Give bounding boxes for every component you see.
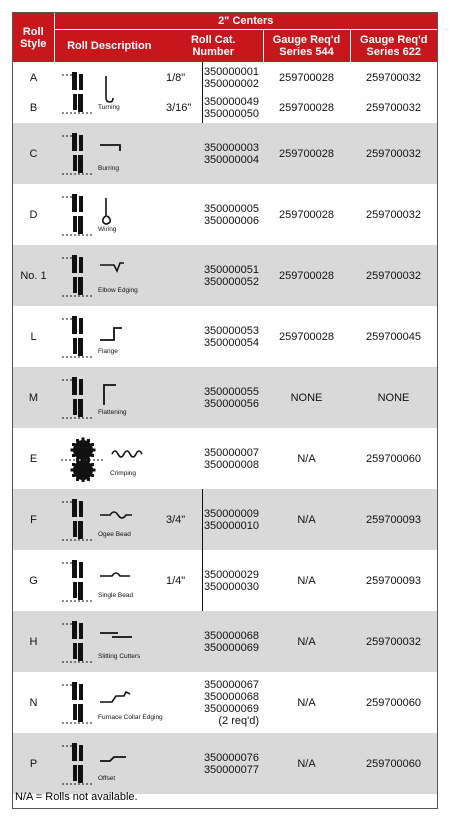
- gauge-544: N/A: [297, 696, 316, 709]
- footnote: N/A = Rolls not available.: [15, 791, 138, 803]
- ogee-bead-profile-icon: [98, 501, 134, 531]
- cat-number: (2 req'd): [218, 714, 259, 727]
- roll-cat-numbers: [202, 93, 263, 123]
- roll-pair-icon: [60, 741, 94, 787]
- profile-label: Turning: [98, 104, 120, 111]
- furnace-collar-profile-icon: [98, 684, 134, 714]
- crimping-profile-icon: [110, 440, 146, 470]
- roll-cat-numbers: [202, 611, 263, 672]
- cat-number: 350000005: [203, 202, 259, 215]
- table-row: [13, 123, 437, 184]
- roll-cat-numbers: [202, 733, 263, 794]
- roll-size: 3/4": [164, 489, 202, 550]
- cat-number: 350000001: [203, 65, 259, 78]
- roll-pair-icon: [60, 314, 94, 360]
- roll-description: [54, 367, 164, 428]
- profile-label: Burring: [98, 165, 119, 172]
- roll-cat-numbers: [202, 428, 263, 489]
- roll-size: [164, 428, 202, 489]
- gauge-622: 259700032: [365, 102, 422, 114]
- roll-pair-icon: [60, 619, 94, 665]
- roll-cat-numbers: [202, 184, 263, 245]
- gauge-622: 259700060: [350, 733, 437, 794]
- roll-style: C: [13, 123, 54, 184]
- roll-cat-numbers: [202, 367, 263, 428]
- header-gauge-544: Gauge Req'd Series 544: [263, 30, 350, 63]
- cat-number: 350000069: [203, 702, 259, 715]
- profile-label: Furnace Collar Edging: [98, 714, 163, 721]
- profile-label: Wiring: [98, 226, 117, 233]
- header-roll-style: Roll Style: [13, 13, 54, 62]
- table-row: [13, 489, 437, 550]
- roll-size: [164, 123, 202, 184]
- wiring-profile-icon: [98, 196, 134, 226]
- cat-number: 350000053: [203, 324, 259, 337]
- cat-number: 350000003: [203, 141, 259, 154]
- roll-size: [164, 306, 202, 367]
- roll-cat-numbers: [202, 62, 263, 93]
- roll-size: [164, 245, 202, 306]
- roll-style: L: [30, 330, 37, 343]
- roll-description: [54, 611, 164, 672]
- cat-number: 350000010: [203, 519, 259, 532]
- profile-label: Ogee Bead: [98, 531, 131, 538]
- profile-label: Crimping: [110, 470, 137, 477]
- roll-style: H: [13, 611, 54, 672]
- roll-size: [164, 733, 202, 794]
- roll-cat-numbers: [202, 672, 263, 733]
- gauge-544: 259700028: [278, 330, 335, 343]
- roll-description: [54, 428, 164, 489]
- roll-style: M: [13, 367, 54, 428]
- cat-number: 350000068: [203, 629, 259, 642]
- roll-cat-numbers: [202, 550, 263, 611]
- gauge-544: N/A: [263, 733, 350, 794]
- cat-number: 350000029: [203, 568, 259, 581]
- roll-pair-icon: [60, 497, 94, 543]
- roll-description: [54, 306, 164, 367]
- cat-number: 350000050: [203, 108, 259, 120]
- profile-label: Elbow Edging: [98, 287, 138, 294]
- cat-number: 350000055: [203, 385, 259, 398]
- burring-profile-icon: [98, 135, 134, 165]
- roll-style: B: [29, 102, 38, 114]
- cat-number: 350000067: [203, 678, 259, 691]
- gauge-544: 259700028: [278, 102, 335, 114]
- roll-style: N: [29, 696, 38, 709]
- profile-label: Single Bead: [98, 592, 134, 599]
- roll-size: [164, 672, 202, 733]
- roll-style: G: [29, 574, 38, 587]
- cat-number: 350000006: [203, 214, 259, 227]
- table-row: [13, 733, 437, 794]
- roll-cat-numbers: [202, 306, 263, 367]
- gauge-544: N/A: [263, 611, 350, 672]
- profile-label: Slitting Cutters: [98, 653, 141, 660]
- gauge-622: 259700060: [365, 696, 422, 709]
- roll-description: [54, 62, 164, 123]
- gauge-622: NONE: [350, 367, 437, 428]
- header-gauge-622: Gauge Req'd Series 622: [350, 30, 437, 63]
- header-centers: 2" Centers: [54, 13, 437, 30]
- roll-description: [54, 245, 164, 306]
- roll-description: [54, 184, 164, 245]
- table-row: [13, 611, 437, 672]
- roll-pair-icon: [60, 680, 94, 726]
- gauge-544: 259700028: [263, 245, 350, 306]
- roll-cat-numbers: [202, 245, 263, 306]
- roll-style: D: [29, 208, 38, 221]
- table-row: [13, 62, 437, 93]
- roll-cat-numbers: [202, 489, 263, 550]
- table-row: [13, 672, 437, 733]
- gauge-544: N/A: [297, 452, 316, 465]
- gauge-544: 259700028: [278, 208, 335, 221]
- roll-style: No. 1: [13, 245, 54, 306]
- roll-size: 3/16": [166, 102, 192, 114]
- gauge-622: 259700093: [365, 574, 422, 587]
- slitting-cutters-profile-icon: [98, 623, 134, 653]
- gauge-622: 259700032: [350, 245, 437, 306]
- cat-number: 350000056: [203, 397, 259, 410]
- roll-cat-numbers: [202, 123, 263, 184]
- gauge-622: 259700045: [365, 330, 422, 343]
- roll-pair-icon: [60, 70, 94, 116]
- gauge-544: NONE: [263, 367, 350, 428]
- cat-number: 350000002: [203, 77, 259, 90]
- roll-style: P: [13, 733, 54, 794]
- gauge-622: 259700060: [365, 452, 422, 465]
- cat-number: 350000004: [203, 153, 259, 166]
- profile-label: Flange: [98, 348, 118, 355]
- header-roll-description: Roll Description: [54, 30, 164, 63]
- roll-size: 1/4": [166, 574, 186, 587]
- gauge-622: 259700032: [350, 611, 437, 672]
- profile-label: Offset: [98, 775, 116, 782]
- cat-number: 350000008: [203, 458, 259, 471]
- cat-number: 350000052: [203, 275, 259, 288]
- profile-label: Flattening: [98, 409, 127, 416]
- table-row: [13, 428, 437, 489]
- gauge-544: 259700028: [278, 71, 335, 84]
- table-row: [13, 184, 437, 245]
- roll-style: A: [29, 71, 38, 84]
- flattening-profile-icon: [98, 379, 134, 409]
- roll-pair-icon: [60, 375, 94, 421]
- roll-table: [13, 13, 437, 794]
- table-row: [13, 306, 437, 367]
- cat-number: 350000054: [203, 336, 259, 349]
- roll-description: [54, 123, 164, 184]
- roll-pair-icon: [60, 253, 94, 299]
- table-row: [13, 550, 437, 611]
- cat-number: 350000049: [203, 96, 259, 108]
- roll-style: F: [13, 489, 54, 550]
- cat-number: 350000077: [203, 763, 259, 776]
- cat-number: 350000068: [203, 690, 259, 703]
- roll-size: [164, 184, 202, 245]
- gauge-622: 259700093: [350, 489, 437, 550]
- gauge-544: N/A: [263, 489, 350, 550]
- roll-description: [54, 550, 164, 611]
- roll-size: [164, 367, 202, 428]
- turning-profile-icon: [98, 74, 134, 104]
- gauge-622: 259700032: [365, 71, 422, 84]
- elbow-edging-profile-icon: [98, 257, 134, 287]
- cat-number: 350000076: [203, 751, 259, 764]
- roll-description: [54, 733, 164, 794]
- flange-profile-icon: [98, 318, 134, 348]
- gauge-622: 259700032: [365, 208, 422, 221]
- roll-style: E: [29, 452, 38, 465]
- cat-number: 350000009: [203, 507, 259, 520]
- roll-pair-icon: [60, 192, 94, 238]
- roll-pair-icon: [60, 558, 94, 604]
- roll-table-sheet: [12, 12, 438, 809]
- cat-number: 350000030: [203, 580, 259, 593]
- table-row: [13, 245, 437, 306]
- roll-size: [164, 611, 202, 672]
- cat-number: 350000007: [203, 446, 259, 459]
- offset-profile-icon: [98, 745, 134, 775]
- gauge-544: N/A: [297, 574, 316, 587]
- gauge-544: 259700028: [263, 123, 350, 184]
- cat-number: 350000051: [203, 263, 259, 276]
- table-row: [13, 367, 437, 428]
- crimping-roll-icon: [60, 436, 106, 482]
- header-roll-cat-number: Roll Cat. Number: [164, 30, 263, 63]
- roll-description: [54, 489, 164, 550]
- cat-number: 350000069: [203, 641, 259, 654]
- roll-pair-icon: [60, 131, 94, 177]
- roll-description: [54, 672, 164, 733]
- roll-size: 1/8": [166, 71, 186, 84]
- gauge-622: 259700032: [350, 123, 437, 184]
- single-bead-profile-icon: [98, 562, 134, 592]
